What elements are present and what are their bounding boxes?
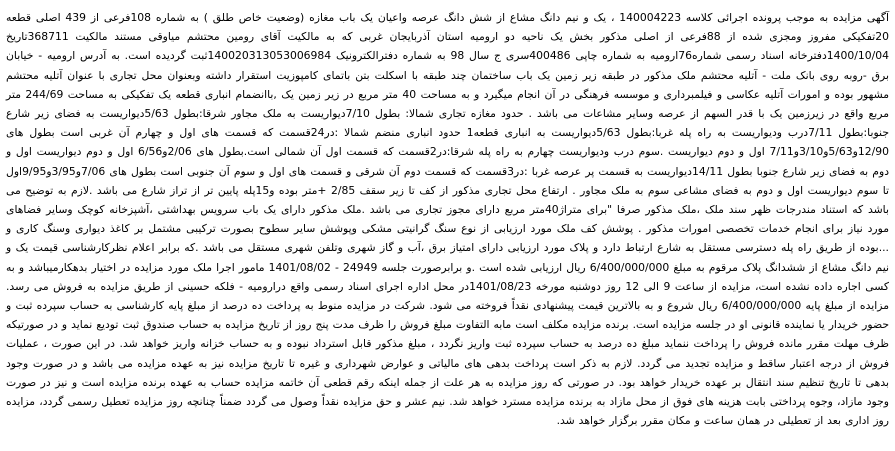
auction-notice (6, 8, 889, 430)
notice-body-text: آگهی مزایده به موجب پرونده اجرائی کلاسه 140004223 ، یک و نیم دانگ مشاع از شش دانگ عرصه واعیان یک باب مغازه (وضعیت خاص طلق ) به شماره 108فرعی از 439 اصلی قطعه 20تفکیکی مفروز ومجزی شده از 88فرعی از اصلی مذکور بخش یک ناحیه دو ارومیه استان آذربایجان غربی که به مالکیت آقای رومین محتشم میاوقی مستند مالکیت 368711تاریخ 1400/10/04دفترخانه اسناد رسمی شماره76ارومیه به شماره چاپی 400486سری ج سال 98 به شماره دفترالکترونیک 140020313053006984ثبت گردیده است. به آدرس ارومیه - خیابان برق -روبه روی بانک ملت - آتلیه محتشم ملک مذکور در طبقه زیر زمین یک باب ساختمان چند طبقه با اسکلت بتن باتمای کامپوزیت استقرار داشته وبعنوان محل تجاری با عنوان آتلیه محتشم مشهور بوده و امورات آتلیه عکاسی و فیلمبرداری و موسسه فرهنگی در آن انجام میگیرد و به مساحت 40 متر مربع در زیر زمین یک ,باانضمام انباری قطعه یک تفکیکی به مساحت 244/69 متر مربع واقع در زیرزمین یک با قدر السهم از عرصه وسایر مشاعات می باشد . حدود مغازه تجاری شمالا: بطول 7/10دیواریست به ملک مجاور شرقا:بطول 5/63دیواریست به فضای زیر شارع جنوبا:بطول 7/11درب ودیواریست به راه پله غربا:بطول 5/63دیواریست به انباری قطعه1 حدود انباری منضم شمالا :در24قسمت که قسمت های اول و چهارم آن غربی است بطول های 12/90و5/63و3/10و7/11 اول و دوم دیواریست .سوم درب ودیواریست چهارم به راه پله شرقا:در2قسمت که قسمت اول آن شمالی است.بطول های 2/06و6/56 اول و دوم دیواریست اول و دوم به فضای زیر شارع جنوبا بطول 14/11دیواریست به قسمت پر عرصه غربا :در3قسمت که قسمت دوم آن شرقی و قسمت های اول و سوم آن جنوبی است بطول های 7/06و3/95و9/95اول تا سوم دیواریست اول و دوم به فضای مشاعی سوم به ملک مجاور . ارتفاع محل تجاری مذکور از کف تا زیر سقف 2/85 +متر بوده و15پله پایین تر از تراز شارع می باشد .لازم به توضیح می باشد که استناد مندرجات ظهر سند ملک ،ملک مذکور صرفا "برای متراژ40متر مربع دارای مجوز تجاری می باشد .ملک مذکور دارای یک باب سرویس بهداشتی ،آشپزخانه کوچک وسایر فضاهای مورد نیاز برای انجام خدمات تخصصی امورات مذکور . پوشش کف ملک مورد ارزیابی از نوع سنگ گرانیتی مشکی وپوشش سایر سطوح بصورت ترکیبی مشتمل بر کاغذ دیواری وسنگ کاری و ...بوده از طریق راه پله دسترسی مستقل به شارع ارتباط دارد و پلاک مورد ارزیابی دارای امتیاز برق ،آب و گاز شهری وتلفن شهری مستقل می باشد .که برابر اعلام نظرکارشناسی قیمت یک و نیم دانگ مشاع از ششدانگ پلاک مرقوم به مبلغ 6/400/000/000 ریال ارزیابی شده است .و برابرصورت جلسه 24949 - 1401/08/02 مامور اجرا ملک مورد مزایده در اختیار بدهکارمیباشد و به کسی اجاره داده نشده است، مزایده از ساعت 9 الی 12 روز دوشنبه مورخه 1401/08/23در محل اداره اجرای اسناد رسمی واقع درارومیه - فلکه حسینی از طریق مزایده به فروش می رسد. مزایده از مبلغ پایه 6/400/000/000 ریال شروع و به بالاترین قیمت پیشنهادی نقداً فروخته می شود. شرکت در مزایده منوط به پرداخت ده درصد از مبلغ پایه کارشناسی به حساب سپرده ثبت و حضور خریدار یا نماینده قانونی او در جلسه مزایده است. برنده مزایده مکلف است مابه التفاوت مبلغ فروش را ظرف مدت پنج روز از تاریخ مزایده به حساب صندوق ثبت تودیع نماید و در صورتیکه ظرف مهلت مقرر مانده فروش را پرداخت ننماید مبلغ ده درصد به حساب سپرده ثبت واریز نگردد ، مبلغ مذکور قابل استرداد نبوده و به حساب خزانه واریز خواهد شد. در این صورت ، عملیات فروش از درجه اعتبار ساقط و مزایده تجدید می گردد. لازم به ذکر است پرداخت بدهی های مالیاتی و عوارض شهرداری و غیره تا تاریخ مزایده نیز به عهده مزایده می باشد و در صورت وجود بدهی تا تاریخ تنظیم سند انتقال بر عهده خریدار خواهد بود. در صورتی که روز مزایده به هر علت از جمله اینکه رقم قطعی آن خاتمه مزایده حساب به عهده برنده مزایده است و نیز در صورت وجود مازاد، وجوه پرداختی بابت هزینه های فوق از محل مازاد به برنده مزایده مسترد خواهد شد. نیم عشر و حق مزایده نقداً وصول می گردد ضمناً چنانچه روز مزایده تعطیل رسمی گردد، مزایده روز اداری بعد از تعطیلی در همان ساعت و مکان مقرر برگزار خواهد شد. (6, 11, 890, 428)
